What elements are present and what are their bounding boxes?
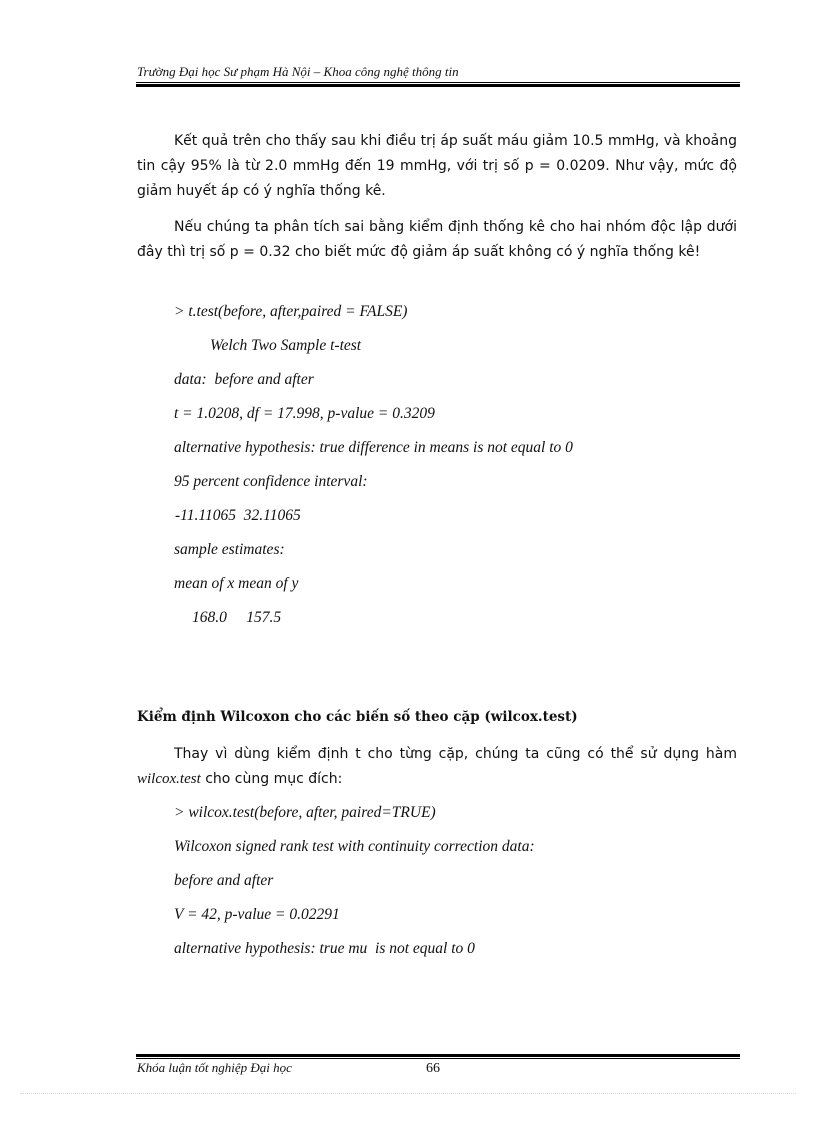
footer-rule-thin (136, 1058, 740, 1059)
intro-text-before: Thay vì dùng kiểm định t cho từng cặp, chúng ta cũng có thể sử dụng hàm (174, 746, 737, 762)
ttest-stats: t = 1.0208, df = 17.998, p-value = 0.3209 (174, 405, 435, 422)
running-footer: Khóa luận tốt nghiệp Đại học (137, 1060, 292, 1075)
running-header: Trường Đại học Sư phạm Hà Nội – Khoa công nghệ thông tin (137, 64, 459, 79)
section-heading-wilcoxon: Kiểm định Wilcoxon cho các biến số theo cặp (wilcox.test) (137, 709, 578, 725)
ttest-alternative: alternative hypothesis: true difference in means is not equal to 0 (174, 439, 573, 456)
ttest-estimates-values: 168.0 157.5 (192, 609, 282, 626)
wilcox-command: > wilcox.test(before, after, paired=TRUE) (174, 804, 436, 821)
wilcox-stats: V = 42, p-value = 0.02291 (174, 906, 340, 923)
wilcox-title: Wilcoxon signed rank test with continuity correction data: (174, 838, 535, 855)
ttest-ci-label: 95 percent confidence interval: (174, 473, 368, 490)
footer-rule-thick (136, 1054, 740, 1057)
inline-function-name: wilcox.test (137, 771, 201, 787)
header-rule-thick (136, 84, 740, 87)
ttest-estimates-header: mean of x mean of y (174, 575, 299, 592)
wilcox-data-line: before and after (174, 872, 274, 889)
paragraph-result-summary: Kết quả trên cho thấy sau khi điều trị áp suất máu giảm 10.5 mmHg, và khoảng tin cậy 95% là từ 2.0 mmHg đến 19 mmHg, với trị số p = 0.0209. Như vậy, mức độ giảm huyết áp có ý nghĩa thống kê. (137, 133, 737, 199)
page-boundary-dotted-line (20, 1093, 796, 1094)
ttest-ci-values: -11.11065 32.11065 (175, 507, 301, 524)
ttest-data-line: data: before and after (174, 371, 314, 388)
page-number: 66 (426, 1061, 440, 1076)
paragraph-wilcoxon-intro (137, 742, 737, 792)
intro-text-after: cho cùng mục đích: (200, 771, 343, 787)
wilcox-alternative: alternative hypothesis: true mu is not equal to 0 (174, 940, 475, 957)
paragraph-independent-test: Nếu chúng ta phân tích sai bằng kiểm định thống kê cho hai nhóm độc lập dưới đây thì trị số p = 0.32 cho biết mức độ giảm áp suất không có ý nghĩa thống kê! (137, 219, 737, 260)
ttest-estimates-label: sample estimates: (174, 541, 285, 558)
header-rule-thin (136, 82, 740, 83)
ttest-title: Welch Two Sample t-test (210, 337, 362, 354)
ttest-command: > t.test(before, after,paired = FALSE) (174, 303, 408, 320)
